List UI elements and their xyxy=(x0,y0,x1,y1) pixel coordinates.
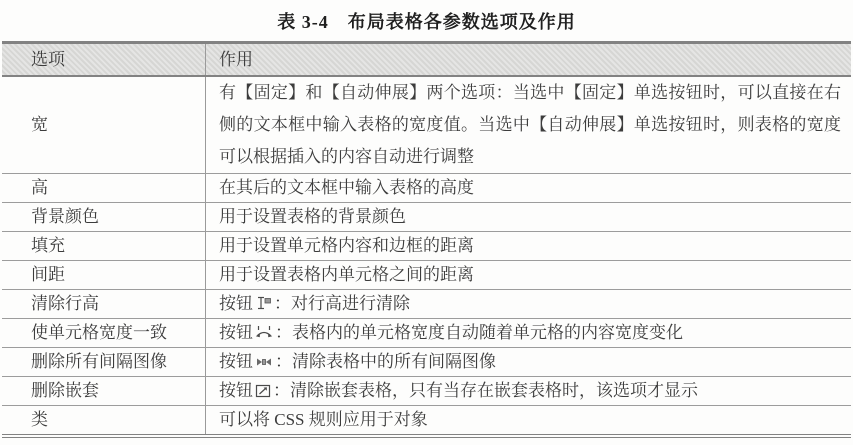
effect-text: 按钮 xyxy=(219,323,253,342)
option-cell: 清除行高 xyxy=(31,294,99,313)
table-row xyxy=(2,173,851,202)
make-cell-widths-consistent-icon xyxy=(255,324,273,340)
table-row xyxy=(2,376,851,405)
table-row xyxy=(2,77,851,173)
option-cell: 删除嵌套 xyxy=(31,381,99,400)
option-cell: 填充 xyxy=(31,236,65,255)
table-body xyxy=(2,77,851,434)
effect-cell xyxy=(205,319,851,347)
effect-cell: 用于设置表格的背景颜色 xyxy=(205,203,851,231)
effect-cell: 可以将 CSS 规则应用于对象 xyxy=(205,406,851,434)
layout-table-params-table xyxy=(2,41,851,438)
effect-text: ：清除表格中的所有间隔图像 xyxy=(275,352,496,371)
clear-row-heights-icon xyxy=(255,295,272,311)
column-header-effect: 作用 xyxy=(205,44,851,75)
table-row xyxy=(2,289,851,318)
table-row xyxy=(2,231,851,260)
effect-cell xyxy=(205,348,851,376)
option-cell: 高 xyxy=(31,178,48,197)
table-caption: 表 3-4 布局表格各参数选项及作用 xyxy=(277,12,576,32)
effect-text: 按钮 xyxy=(219,294,253,313)
table-header-row xyxy=(2,44,851,77)
table-row xyxy=(2,202,851,231)
table-row xyxy=(2,405,851,434)
effect-cell: 用于设置单元格内容和边框的距离 xyxy=(205,232,851,260)
column-header-option: 选项 xyxy=(31,50,65,69)
effect-cell: 有【固定】和【自动伸展】两个选项：当选中【固定】单选按钮时，可以直接在右侧的文本框中输入表格的宽度值。当选中【自动伸展】单选按钮时，则表格的宽度可以根据插入的内容自动进行调整 xyxy=(205,77,851,173)
option-cell: 类 xyxy=(31,410,48,429)
option-cell: 删除所有间隔图像 xyxy=(31,352,167,371)
table-row xyxy=(2,260,851,289)
effect-cell xyxy=(205,377,851,405)
effect-cell: 用于设置表格内单元格之间的距离 xyxy=(205,261,851,289)
remove-all-spacer-images-icon xyxy=(255,355,273,369)
remove-nesting-icon xyxy=(255,384,271,398)
table-row xyxy=(2,347,851,376)
effect-cell: 在其后的文本框中输入表格的高度 xyxy=(205,174,851,202)
option-cell: 背景颜色 xyxy=(31,207,99,226)
option-cell: 使单元格宽度一致 xyxy=(31,323,167,342)
option-cell: 间距 xyxy=(31,265,65,284)
option-cell: 宽 xyxy=(31,115,48,134)
effect-text: ：对行高进行清除 xyxy=(274,294,410,313)
effect-cell xyxy=(205,290,851,318)
effect-text: ：表格内的单元格宽度自动随着单元格的内容宽度变化 xyxy=(275,323,683,342)
effect-text: 按钮 xyxy=(219,352,253,371)
effect-text: 按钮 xyxy=(219,381,253,400)
effect-text: ：清除嵌套表格，只有当存在嵌套表格时，该选项才显示 xyxy=(273,381,698,400)
table-row xyxy=(2,318,851,347)
